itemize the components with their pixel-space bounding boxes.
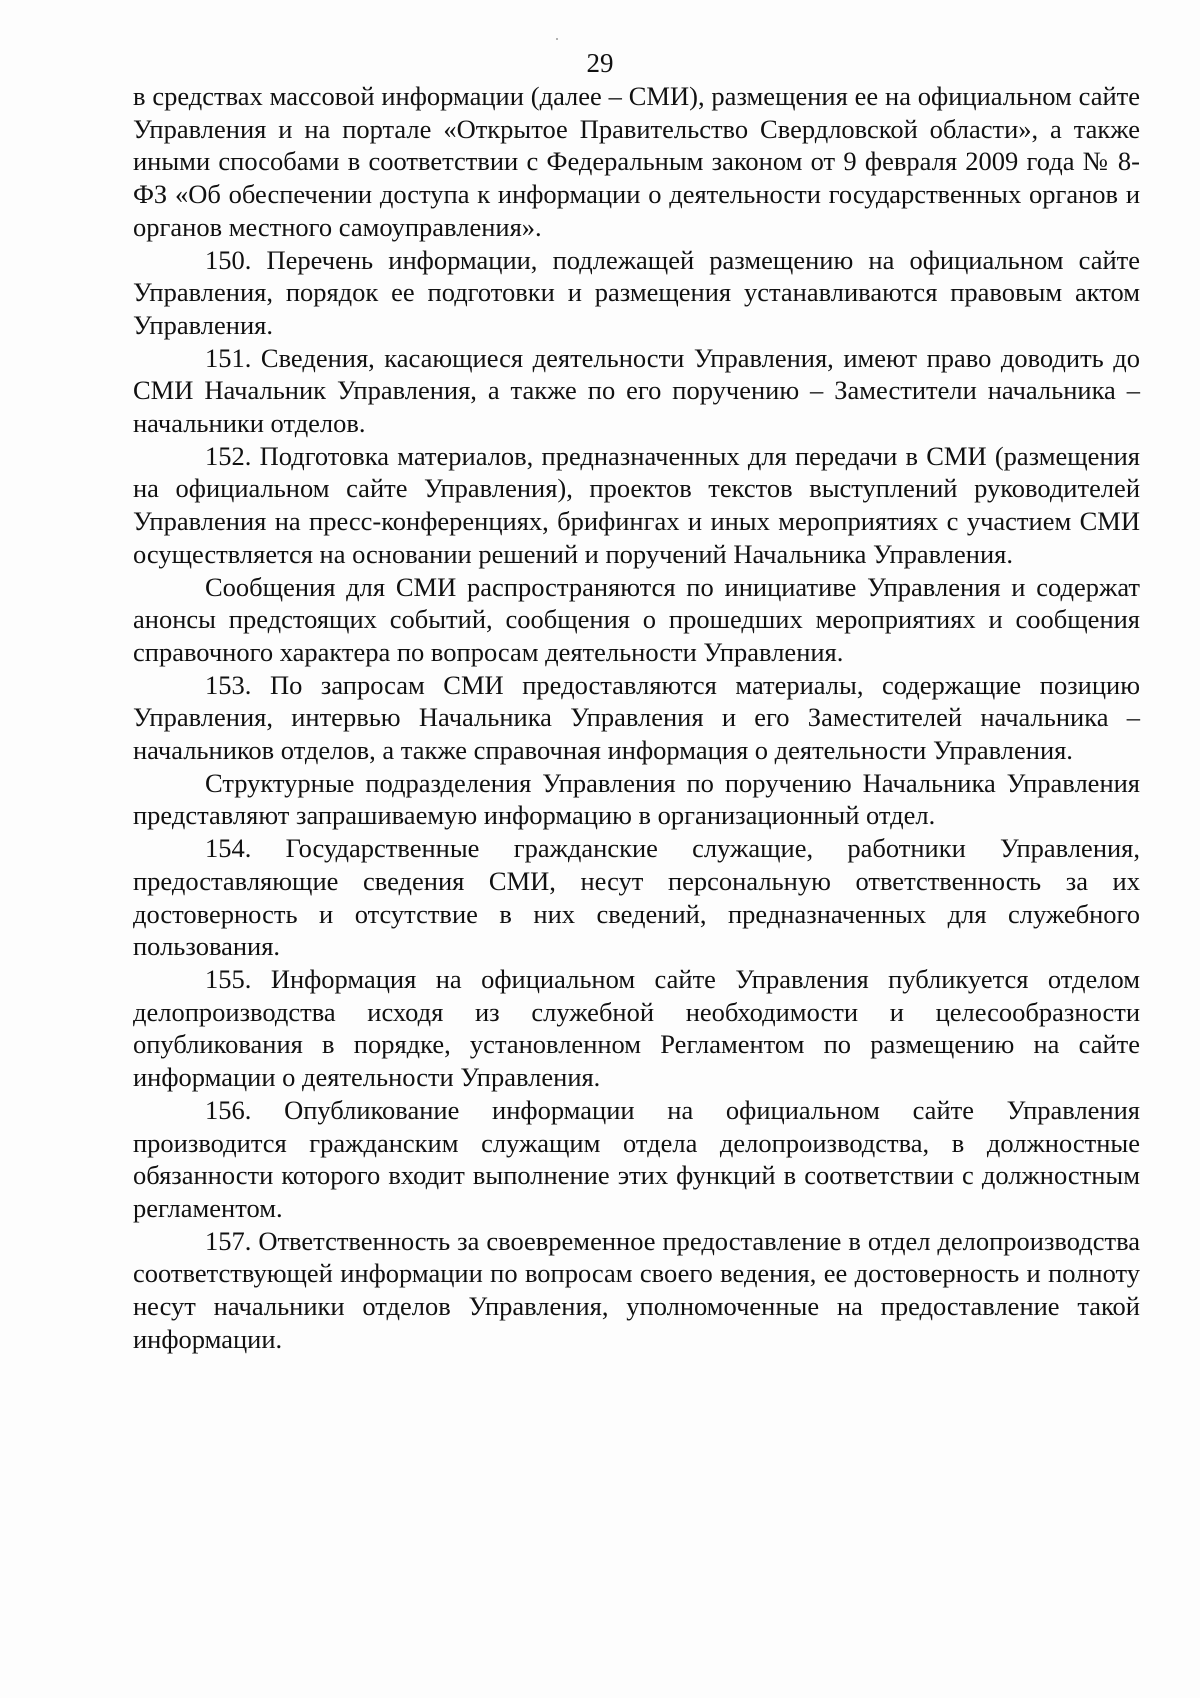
paragraph-152-media-messages: Сообщения для СМИ распространяются по инициативе Управления и содержат анонсы предстоящих событий, сообщения о прошедших мероприятиях и сообщения справочного характера по вопросам деятельности Управления. <box>133 571 1140 667</box>
paragraph-152: 152. Подготовка материалов, предназначенных для передачи в СМИ (размещения на официальном сайте Управления), проектов текстов выступлений руководителей Управления на пресс-конференциях, брифингах и иных мероприятиях с участием СМИ осуществляется на основании решений и поручений Начальника Управления. <box>133 440 1140 569</box>
paragraph-156: 156. Опубликование информации на официальном сайте Управления производится гражданским служащим отдела делопроизводства, в должностные обязанности которого входит выполнение этих функций в соответствии с должностным регламентом. <box>133 1094 1140 1223</box>
document-body <box>133 80 1140 1355</box>
paragraph-153: 153. По запросам СМИ предоставляются материалы, содержащие позицию Управления, интервью Начальника Управления и его Заместителей начальника – начальников отделов, а также справочная информация о деятельности Управления. <box>133 669 1140 766</box>
paragraph-continuation: в средствах массовой информации (далее – СМИ), размещения ее на официальном сайте Управления и на портале «Открытое Правительство Свердловской области», а также иными способами в соответствии с Федеральным законом от 9 февраля 2009 года № 8-ФЗ «Об обеспечении доступа к информации о деятельности государственных органов и органов местного самоуправления». <box>133 81 1140 242</box>
paragraph-155: 155. Информация на официальном сайте Управления публикуется отделом делопроизводства исходя из служебной необходимости и целесообразности опубликования в порядке, установленном Регламентом по размещению на сайте информации о деятельности Управления. <box>133 963 1140 1093</box>
paragraph-153-structural-units: Структурные подразделения Управления по поручению Начальника Управления представляют запрашиваемую информацию в организационный отдел. <box>133 767 1140 831</box>
paragraph-150: 150. Перечень информации, подлежащей размещению на официальном сайте Управления, порядок ее подготовки и размещения устанавливаются правовым актом Управления. <box>133 244 1140 340</box>
paragraph-157: 157. Ответственность за своевременное предоставление в отдел делопроизводства соответствующей информации по вопросам своего ведения, ее достоверность и полноту несут начальники отделов Управления, уполномоченные на предоставление такой информации. <box>133 1225 1140 1354</box>
paragraph-154: 154. Государственные гражданские служащие, работники Управления, предоставляющие сведения СМИ, несут персональную ответственность за их достоверность и отсутствие в них сведений, предназначенных для служебного пользования. <box>133 833 1140 962</box>
paragraph-151: 151. Сведения, касающиеся деятельности Управления, имеют право доводить до СМИ Начальник Управления, а также по его поручению – Заместители начальника – начальники отделов. <box>133 342 1140 439</box>
page-number: 29 <box>586 48 614 78</box>
scan-speck <box>556 38 558 40</box>
